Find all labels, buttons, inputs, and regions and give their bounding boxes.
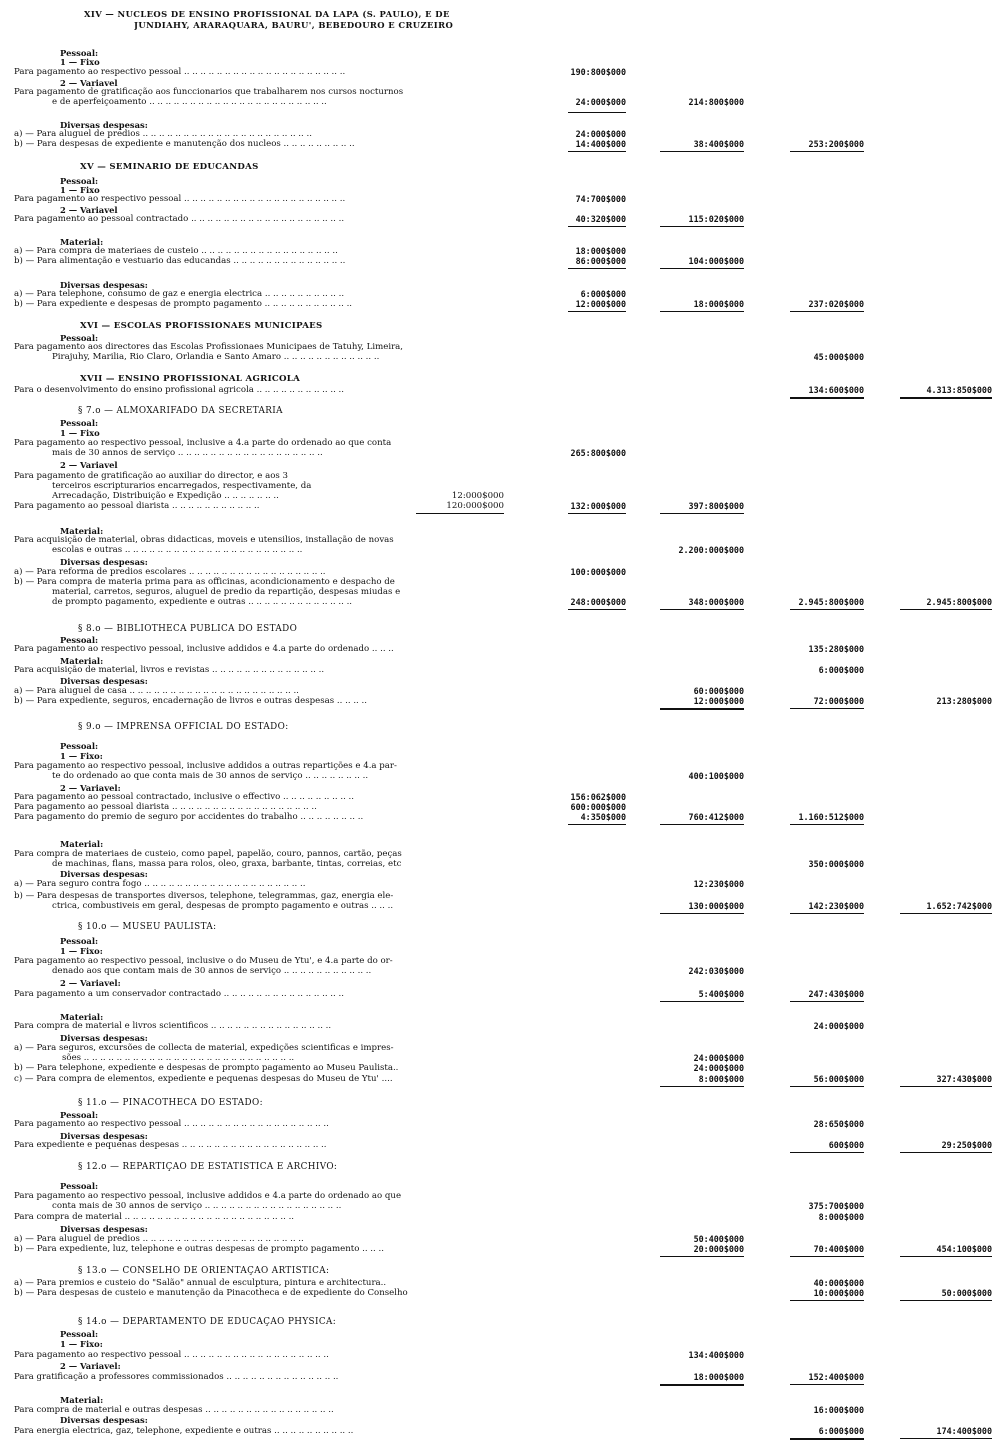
ledger-line bbox=[0, 966, 997, 977]
ledger-line bbox=[0, 901, 997, 912]
amount-c3: 600$000 bbox=[828, 1140, 864, 1150]
amount-c2: 214:800$000 bbox=[688, 97, 744, 107]
total-rule bbox=[660, 609, 744, 610]
line-text: Material: bbox=[60, 1012, 104, 1022]
line-text: b) — Para despesas de transportes diversos, telephone, telegrammas, gaz, energia ele- bbox=[14, 891, 394, 901]
amount-c2: 2.200:000$000 bbox=[678, 545, 744, 555]
amount-c2: 397:800$000 bbox=[688, 501, 744, 511]
line-text: Pessoal: bbox=[60, 1181, 99, 1191]
ledger-line bbox=[0, 1350, 997, 1361]
ledger-line bbox=[0, 1119, 997, 1130]
amount-c3: 6:000$000 bbox=[818, 1426, 864, 1436]
amount-c3: 40:000$000 bbox=[813, 1278, 864, 1288]
ledger-line bbox=[0, 1201, 997, 1212]
total-rule bbox=[790, 1152, 864, 1153]
line-text: a) — Para telephone, consumo de gaz e energia electrica .. .. .. .. .. .. .. .. .. .. bbox=[14, 289, 345, 299]
ledger-line bbox=[0, 194, 997, 205]
ledger-line bbox=[0, 812, 997, 823]
total-rule bbox=[790, 824, 864, 825]
ledger-line bbox=[0, 1063, 997, 1074]
line-text: 2 — Variavel bbox=[60, 205, 118, 215]
line-text: a) — Para premios e custeio do "Salão" annual de esculptura, pintura e architectura.. bbox=[14, 1278, 387, 1288]
total-rule bbox=[568, 226, 626, 227]
line-text: Diversas despesas: bbox=[60, 1033, 148, 1043]
ledger-line bbox=[0, 1361, 997, 1372]
line-text: 1 — Fixo bbox=[60, 428, 100, 438]
ledger-line bbox=[0, 1372, 997, 1383]
amount-c2: 12:000$000 bbox=[693, 696, 744, 706]
amount-c1: 100:000$000 bbox=[570, 567, 626, 577]
ledger-line bbox=[0, 771, 997, 782]
amount-c2: 50:400$000 bbox=[693, 1234, 744, 1244]
line-text: denado aos que contam mais de 30 annos de serviço .. .. .. .. .. .. .. .. .. .. .. bbox=[52, 966, 372, 976]
amount-c1: 24:000$000 bbox=[575, 129, 626, 139]
ledger-line bbox=[0, 1415, 997, 1426]
line-text: Diversas despesas: bbox=[60, 869, 148, 879]
line-text: Para pagamento a um conservador contractado .. .. .. .. .. .. .. .. .. .. .. .. .. .. .. bbox=[14, 989, 344, 999]
ledger-line bbox=[0, 665, 997, 676]
amount-c3: 70:400$000 bbox=[813, 1244, 864, 1254]
line-text: Material: bbox=[60, 1395, 104, 1405]
line-text: Pessoal: bbox=[60, 418, 99, 428]
line-text: Para pagamento ao pessoal diarista .. .. .. .. .. .. .. .. .. .. .. bbox=[14, 501, 260, 511]
line-text: b) — Para expediente e despesas de prompto pagamento .. .. .. .. .. .. .. .. .. .. .. bbox=[14, 299, 353, 309]
line-text: terceiros escripturarios encarregados, respectivamente, da bbox=[52, 481, 312, 491]
line-text: a) — Para seguros, excursões de collecta de material, expedições scientificas e impres- bbox=[14, 1043, 394, 1053]
line-text: Para pagamento do premio de seguro por accidentes do trabalho .. .. .. .. .. .. .. .. bbox=[14, 812, 364, 822]
line-text: 2 — Variavel bbox=[60, 460, 118, 470]
total-rule bbox=[660, 226, 744, 227]
ledger-line bbox=[0, 501, 997, 512]
amount-c1: 265:800$000 bbox=[570, 448, 626, 458]
total-rule bbox=[568, 311, 626, 312]
amount-c2: 130:000$000 bbox=[688, 901, 744, 911]
total-rule bbox=[900, 1300, 992, 1301]
amount-c4: 327:430$000 bbox=[936, 1074, 992, 1084]
line-text: Para pagamento ao respectivo pessoal .. .. .. .. .. .. .. .. .. .. .. .. .. .. .. .. .. .. .. .. bbox=[14, 194, 346, 204]
amount-c4: 454:100$000 bbox=[936, 1244, 992, 1254]
ledger-line bbox=[0, 97, 997, 108]
line-text: Para pagamento ao pessoal contractado .. .. .. .. .. .. .. .. .. .. .. .. .. .. .. .. .. .. .. bbox=[14, 214, 345, 224]
line-text: Para pagamento ao respectivo pessoal, inclusive addidos a outras repartições e 4.a par- bbox=[14, 761, 397, 771]
line-text: 2 — Variavel: bbox=[60, 978, 121, 988]
amount-c1: 40:320$000 bbox=[575, 214, 626, 224]
amount-c2: 18:000$000 bbox=[693, 299, 744, 309]
total-rule bbox=[660, 151, 744, 152]
line-text: Para pagamento ao pessoal diarista .. .. .. .. .. .. .. .. .. .. .. .. .. .. .. .. .. .. bbox=[14, 802, 317, 812]
line-text: XVII — ENSINO PROFISSIONAL AGRICOLA bbox=[80, 374, 301, 384]
line-text: a) — Para compra de materiaes de custeio .. .. .. .. .. .. .. .. .. .. .. .. .. .. .. .. .. bbox=[14, 246, 338, 256]
line-text: c) — Para compra de elementos, expediente e pequenas despesas do Museu de Ytu' .... bbox=[14, 1074, 393, 1084]
line-text: Material: bbox=[60, 526, 104, 536]
amount-c2: 400:100$000 bbox=[688, 771, 744, 781]
line-text: 2 — Variavel: bbox=[60, 1361, 121, 1371]
amount-c1: 6:000$000 bbox=[580, 289, 626, 299]
total-rule bbox=[790, 708, 864, 709]
line-text: de prompto pagamento, expediente e outras .. .. .. .. .. .. .. .. .. .. .. .. .. bbox=[52, 597, 353, 607]
amount-c3: 134:600$000 bbox=[808, 385, 864, 395]
amount-c1: 14:400$000 bbox=[575, 139, 626, 149]
total-rule bbox=[790, 1300, 864, 1301]
subtotal-amount: 12:000$000 bbox=[451, 491, 504, 501]
amount-c3: 10:000$000 bbox=[813, 1288, 864, 1298]
line-text: Pessoal: bbox=[60, 176, 99, 186]
ledger-line bbox=[0, 1244, 997, 1255]
amount-c3: 28:650$000 bbox=[813, 1119, 864, 1129]
line-text: Para pagamento ao respectivo pessoal .. .. .. .. .. .. .. .. .. .. .. .. .. .. .. .. .. .. .. .. bbox=[14, 67, 346, 77]
line-text: b) — Para compra de materia prima para as officinas, acondicionamento e despacho de bbox=[14, 577, 395, 587]
total-rule bbox=[790, 1086, 864, 1087]
line-text: § 9.o — IMPRENSA OFFICIAL DO ESTADO: bbox=[78, 722, 289, 732]
amount-c3: 8:000$000 bbox=[818, 1212, 864, 1222]
amount-c2: 20:000$000 bbox=[693, 1244, 744, 1254]
ledger-line bbox=[0, 374, 997, 385]
amount-c2: 115:020$000 bbox=[688, 214, 744, 224]
line-text: b) — Para expediente, seguros, encadernação de livros e outras despesas .. .. .. .. bbox=[14, 696, 367, 706]
line-text: Para compra de material e livros scientificos .. .. .. .. .. .. .. .. .. .. .. .. .. .. .. bbox=[14, 1021, 332, 1031]
amount-c3: 135:280$000 bbox=[808, 644, 864, 654]
amount-c4: 1.652:742$000 bbox=[926, 901, 992, 911]
amount-c2: 348:000$000 bbox=[688, 597, 744, 607]
amount-c1: 18:000$000 bbox=[575, 246, 626, 256]
amount-c1: 4:350$000 bbox=[580, 812, 626, 822]
amount-c2: 104:000$000 bbox=[688, 256, 744, 266]
ledger-line bbox=[0, 1074, 997, 1085]
total-rule bbox=[660, 268, 744, 269]
ledger-line bbox=[0, 989, 997, 1000]
line-text: Diversas despesas: bbox=[60, 557, 148, 567]
amount-c1: 132:000$000 bbox=[570, 501, 626, 511]
amount-c4: 50:000$000 bbox=[941, 1288, 992, 1298]
line-text: Para gratificação a professores commissionados .. .. .. .. .. .. .. .. .. .. .. .. .. .. bbox=[14, 1372, 339, 1382]
ledger-line bbox=[0, 448, 997, 459]
ledger-line bbox=[0, 1212, 997, 1223]
total-rule bbox=[790, 609, 864, 610]
line-text: § 7.o — ALMOXARIFADO DA SECRETARIA bbox=[78, 406, 283, 416]
amount-c1: 248:000$000 bbox=[570, 597, 626, 607]
line-text: Diversas despesas: bbox=[60, 1224, 148, 1234]
total-rule bbox=[568, 513, 626, 514]
line-text: a) — Para aluguel de predios .. .. .. .. .. .. .. .. .. .. .. .. .. .. .. .. .. .. .. .. .. bbox=[14, 129, 312, 139]
amount-c1: 74:700$000 bbox=[575, 194, 626, 204]
total-rule bbox=[660, 513, 744, 514]
line-text: Para pagamento ao respectivo pessoal, inclusive addidos e 4.a parte do ordenado .. .. .. bbox=[14, 644, 394, 654]
title-line-1: XIV — NUCLEOS DE ENSINO PROFISSIONAL DA LAPA (S. PAULO), E DE bbox=[84, 9, 450, 19]
ledger-line bbox=[0, 460, 997, 471]
total-rule bbox=[900, 397, 992, 399]
line-text: Pessoal: bbox=[60, 1110, 99, 1120]
amount-c2: 38:400$000 bbox=[693, 139, 744, 149]
line-text: 1 — Fixo bbox=[60, 185, 100, 195]
amount-c2: 134:400$000 bbox=[688, 1350, 744, 1360]
line-text: Pessoal: bbox=[60, 48, 99, 58]
total-rule bbox=[660, 1086, 744, 1087]
section-title bbox=[0, 20, 997, 31]
amount-c2: 8:000$000 bbox=[698, 1074, 744, 1084]
line-text: Para energia electrica, gaz, telephone, expediente e outras .. .. .. .. .. .. .. .. .. .. bbox=[14, 1426, 354, 1436]
ledger-line bbox=[0, 352, 997, 363]
line-text: Para pagamento aos directores das Escolas Profissionaes Municipaes de Tatuhy, Limeira, bbox=[14, 342, 404, 352]
total-rule bbox=[790, 1438, 864, 1440]
line-text: Diversas despesas: bbox=[60, 1415, 148, 1425]
amount-c3: 16:000$000 bbox=[813, 1405, 864, 1415]
title-line-2: JUNDIAHY, ARARAQUARA, BAURU', BEBEDOURO E CRUZEIRO bbox=[134, 20, 454, 30]
ledger-line bbox=[0, 644, 997, 655]
ledger-line bbox=[0, 722, 997, 733]
line-text: Para pagamento ao respectivo pessoal .. .. .. .. .. .. .. .. .. .. .. .. .. .. .. .. .. .. bbox=[14, 1119, 329, 1129]
total-rule bbox=[790, 1001, 864, 1002]
amount-c4: 2.945:800$000 bbox=[926, 597, 992, 607]
line-text: § 14.o — DEPARTAMENTO DE EDUCAÇÃO PHYSICA: bbox=[78, 1317, 337, 1327]
ledger-line bbox=[0, 256, 997, 267]
ledger-line bbox=[0, 1098, 997, 1109]
amount-c3: 253:200$000 bbox=[808, 139, 864, 149]
line-text: Diversas despesas: bbox=[60, 120, 148, 130]
line-text: Para compra de materiaes de custeio, como papel, papelão, couro, pannos, cartão, peças bbox=[14, 849, 402, 859]
ledger-line bbox=[0, 978, 997, 989]
section-title bbox=[0, 9, 997, 20]
amount-c3: 152:400$000 bbox=[808, 1372, 864, 1382]
ledger-line bbox=[0, 1140, 997, 1151]
amount-c3: 56:000$000 bbox=[813, 1074, 864, 1084]
ledger-line bbox=[0, 696, 997, 707]
line-text: Para expediente e pequenas despesas .. .. .. .. .. .. .. .. .. .. .. .. .. .. .. .. .. .. bbox=[14, 1140, 327, 1150]
ledger-line bbox=[0, 1266, 997, 1277]
line-text: § 11.o — PINACOTHECA DO ESTADO: bbox=[78, 1098, 263, 1108]
line-text: a) — Para seguro contra fogo .. .. .. .. .. .. .. .. .. .. .. .. .. .. .. .. .. .. .. .. bbox=[14, 879, 306, 889]
ledger-line bbox=[0, 879, 997, 890]
amount-c3: 45:000$000 bbox=[813, 352, 864, 362]
amount-c1: 156:062$000 bbox=[570, 792, 626, 802]
line-text: Para compra de material .. .. .. .. .. .. .. .. .. .. .. .. .. .. .. .. .. .. .. .. .. bbox=[14, 1212, 295, 1222]
amount-c3: 1.160:512$000 bbox=[798, 812, 864, 822]
line-text: XVI — ESCOLAS PROFISSIONAES MUNICIPAES bbox=[80, 321, 323, 331]
total-rule bbox=[568, 112, 626, 113]
ledger-line bbox=[0, 406, 997, 417]
line-text: Para pagamento ao respectivo pessoal, inclusive o do Museu de Ytu', e 4.a parte do or- bbox=[14, 956, 393, 966]
ledger-line bbox=[0, 1317, 997, 1328]
total-rule bbox=[660, 311, 744, 312]
ledger-line bbox=[0, 624, 997, 635]
line-text: Para pagamento ao pessoal contractado, inclusive o effectivo .. .. .. .. .. .. .. .. .. bbox=[14, 792, 355, 802]
line-text: Pessoal: bbox=[60, 1329, 99, 1339]
amount-c2: 24:000$000 bbox=[693, 1063, 744, 1073]
total-rule bbox=[900, 913, 992, 914]
line-text: Diversas despesas: bbox=[60, 280, 148, 290]
line-text: Para pagamento ao respectivo pessoal, inclusive addidos e 4.a parte do ordenado ao que bbox=[14, 1191, 402, 1201]
line-text: a) — Para reforma de predios escolares .. .. .. .. .. .. .. .. .. .. .. .. .. .. .. .. .. bbox=[14, 567, 326, 577]
amount-c3: 6:000$000 bbox=[818, 665, 864, 675]
line-text: XV — SEMINARIO DE EDUCANDAS bbox=[80, 162, 259, 172]
line-text: § 13.o — CONSELHO DE ORIENTAÇÃO ARTISTICA: bbox=[78, 1266, 330, 1276]
line-text: Para pagamento ao respectivo pessoal, inclusive a 4.a parte do ordenado ao que conta bbox=[14, 438, 392, 448]
line-text: b) — Para despesas de custeio e manutenção da Pinacotheca e de expediente do Conselho bbox=[14, 1288, 408, 1298]
line-text: b) — Para alimentação e vestuario das educandas .. .. .. .. .. .. .. .. .. .. .. .. .. .. bbox=[14, 256, 346, 266]
amount-c1: 600:000$000 bbox=[570, 802, 626, 812]
line-text: a) — Para aluguel de casa .. .. .. .. .. .. .. .. .. .. .. .. .. .. .. .. .. .. .. .. .. bbox=[14, 686, 299, 696]
ledger-line bbox=[0, 545, 997, 556]
ledger-line bbox=[0, 1426, 997, 1437]
amount-c2: 5:400$000 bbox=[698, 989, 744, 999]
amount-c2: 18:000$000 bbox=[693, 1372, 744, 1382]
ledger-line bbox=[0, 214, 997, 225]
amount-c4: 29:250$000 bbox=[941, 1140, 992, 1150]
total-rule bbox=[568, 151, 626, 152]
amount-c3: 375:700$000 bbox=[808, 1201, 864, 1211]
line-text: 2 — Variavel bbox=[60, 78, 118, 88]
amount-c3: 350:000$000 bbox=[808, 859, 864, 869]
line-text: 1 — Fixo: bbox=[60, 751, 103, 761]
total-rule bbox=[660, 1001, 744, 1002]
line-text: e de aperfeiçoamento .. .. .. .. .. .. .. .. .. .. .. .. .. .. .. .. .. .. .. .. .. .. bbox=[52, 97, 327, 107]
total-rule bbox=[660, 708, 744, 710]
ledger-line bbox=[0, 67, 997, 78]
amount-c2: 12:230$000 bbox=[693, 879, 744, 889]
line-text: Material: bbox=[60, 237, 104, 247]
total-rule bbox=[660, 1256, 744, 1257]
ledger-line bbox=[0, 1021, 997, 1032]
amount-c2: 60:000$000 bbox=[693, 686, 744, 696]
amount-c1: 12:000$000 bbox=[575, 299, 626, 309]
line-text: b) — Para despesas de expediente e manutenção dos nucleos .. .. .. .. .. .. .. .. .. bbox=[14, 139, 355, 149]
line-text: Material: bbox=[60, 839, 104, 849]
ledger-line bbox=[0, 1339, 997, 1350]
amount-c3: 247:430$000 bbox=[808, 989, 864, 999]
total-rule bbox=[900, 1086, 992, 1087]
line-text: § 10.o — MUSEU PAULISTA: bbox=[78, 922, 217, 932]
line-text: Pessoal: bbox=[60, 635, 99, 645]
line-text: de machinas, flans, massa para rolos, oleo, graxa, barbante, tintas, correias, etc bbox=[52, 859, 402, 869]
line-text: Material: bbox=[60, 656, 104, 666]
ledger-line bbox=[0, 385, 997, 396]
line-text: Para pagamento de gratificação aos funccionarios que trabalharem nos cursos nocturnos bbox=[14, 87, 404, 97]
line-text: escolas e outras .. .. .. .. .. .. .. .. .. .. .. .. .. .. .. .. .. .. .. .. .. .. bbox=[52, 545, 303, 555]
line-text: Para acquisição de material, obras didacticas, moveis e utensilios, installação de novas bbox=[14, 535, 394, 545]
ledger-line bbox=[0, 1162, 997, 1173]
total-rule bbox=[790, 311, 864, 312]
ledger-line bbox=[0, 1288, 997, 1299]
line-text: b) — Para telephone, expediente e despesas de prompto pagamento ao Museu Paulista.. bbox=[14, 1063, 399, 1073]
amount-c2: 760:412$000 bbox=[688, 812, 744, 822]
line-text: Pessoal: bbox=[60, 936, 99, 946]
total-rule bbox=[790, 1384, 864, 1385]
amount-c3: 24:000$000 bbox=[813, 1021, 864, 1031]
total-rule bbox=[900, 1256, 992, 1257]
line-text: Para o desenvolvimento do ensino profissional agricola .. .. .. .. .. .. .. .. .. .. .. bbox=[14, 385, 345, 395]
amount-c4: 213:280$000 bbox=[936, 696, 992, 706]
subtotal-amount: 120:000$000 bbox=[446, 501, 504, 511]
line-text: material, carretos, seguros, aluguel de predio da repartição, despesas miudas e bbox=[52, 587, 401, 597]
total-rule bbox=[900, 609, 992, 610]
amount-c2: 24:000$000 bbox=[693, 1053, 744, 1063]
line-text: Diversas despesas: bbox=[60, 676, 148, 686]
total-rule bbox=[900, 1152, 992, 1153]
line-text: Arrecadação, Distribuição e Expedição .. .. .. .. .. .. .. bbox=[52, 491, 279, 501]
line-text: te do ordenado ao que conta mais de 30 annos de serviço .. .. .. .. .. .. .. .. bbox=[52, 771, 369, 781]
line-text: Diversas despesas: bbox=[60, 1131, 148, 1141]
total-rule bbox=[416, 513, 504, 514]
amount-c4: 4.313:850$000 bbox=[926, 385, 992, 395]
total-rule bbox=[900, 1438, 992, 1439]
amount-c4: 174:400$000 bbox=[936, 1426, 992, 1436]
total-rule bbox=[790, 151, 864, 152]
amount-c3: 237:020$000 bbox=[808, 299, 864, 309]
line-text: Para compra de material e outras despesas .. .. .. .. .. .. .. .. .. .. .. .. .. .. .. .. bbox=[14, 1405, 334, 1415]
line-text: sões .. .. .. .. .. .. .. .. .. .. .. .. .. .. .. .. .. .. .. .. .. .. .. .. .. .. bbox=[62, 1053, 295, 1063]
ledger-line bbox=[0, 597, 997, 608]
amount-c1: 86:000$000 bbox=[575, 256, 626, 266]
total-rule bbox=[660, 1384, 744, 1386]
ledger-line bbox=[0, 162, 997, 173]
total-rule bbox=[568, 609, 626, 610]
total-rule bbox=[660, 824, 744, 825]
amount-c3: 142:230$000 bbox=[808, 901, 864, 911]
ledger-line bbox=[0, 139, 997, 150]
amount-c3: 2.945:800$000 bbox=[798, 597, 864, 607]
line-text: ctrica, combustiveis em geral, despesas de prompto pagamento e outras .. .. .. bbox=[52, 901, 394, 911]
line-text: b) — Para expediente, luz, telephone e outras despesas de prompto pagamento .. .. .. bbox=[14, 1244, 384, 1254]
line-text: 2 — Variavel: bbox=[60, 783, 121, 793]
ledger-line bbox=[0, 321, 997, 332]
total-rule bbox=[568, 824, 626, 825]
line-text: Pirajuhy, Marilia, Rio Claro, Orlandia e Santo Amaro .. .. .. .. .. .. .. .. .. .. .. .. bbox=[52, 352, 380, 362]
total-rule bbox=[790, 1256, 864, 1257]
total-rule bbox=[568, 268, 626, 269]
line-text: Para pagamento de gratificação ao auxiliar do director, e aos 3 bbox=[14, 471, 289, 481]
amount-c3: 72:000$000 bbox=[813, 696, 864, 706]
line-text: Para acquisição de material, livros e revistas .. .. .. .. .. .. .. .. .. .. .. .. .. .. bbox=[14, 665, 325, 675]
line-text: Pessoal: bbox=[60, 333, 99, 343]
line-text: Para pagamento ao respectivo pessoal .. .. .. .. .. .. .. .. .. .. .. .. .. .. .. .. .. .. bbox=[14, 1350, 329, 1360]
amount-c2: 242:030$000 bbox=[688, 966, 744, 976]
line-text: 1 — Fixo: bbox=[60, 1339, 103, 1349]
total-rule bbox=[790, 913, 864, 914]
line-text: a) — Para aluguel de predios .. .. .. .. .. .. .. .. .. .. .. .. .. .. .. .. .. .. .. .. bbox=[14, 1234, 304, 1244]
total-rule bbox=[790, 397, 864, 399]
line-text: § 8.o — BIBLIOTHECA PUBLICA DO ESTADO bbox=[78, 624, 298, 634]
line-text: Pessoal: bbox=[60, 741, 99, 751]
ledger-line bbox=[0, 299, 997, 310]
amount-c1: 190:800$000 bbox=[570, 67, 626, 77]
total-rule bbox=[660, 913, 744, 914]
line-text: 1 — Fixo bbox=[60, 57, 100, 67]
amount-c1: 24:000$000 bbox=[575, 97, 626, 107]
line-text: conta mais de 30 annos de serviço .. .. .. .. .. .. .. .. .. .. .. .. .. .. .. .. .. bbox=[52, 1201, 342, 1211]
line-text: 1 — Fixo: bbox=[60, 946, 103, 956]
line-text: § 12.o — REPARTIÇÃO DE ESTATISTICA E ARCHIVO: bbox=[78, 1162, 338, 1172]
ledger-line bbox=[0, 922, 997, 933]
line-text: mais de 30 annos de serviço .. .. .. .. .. .. .. .. .. .. .. .. .. .. .. .. .. .. bbox=[52, 448, 323, 458]
